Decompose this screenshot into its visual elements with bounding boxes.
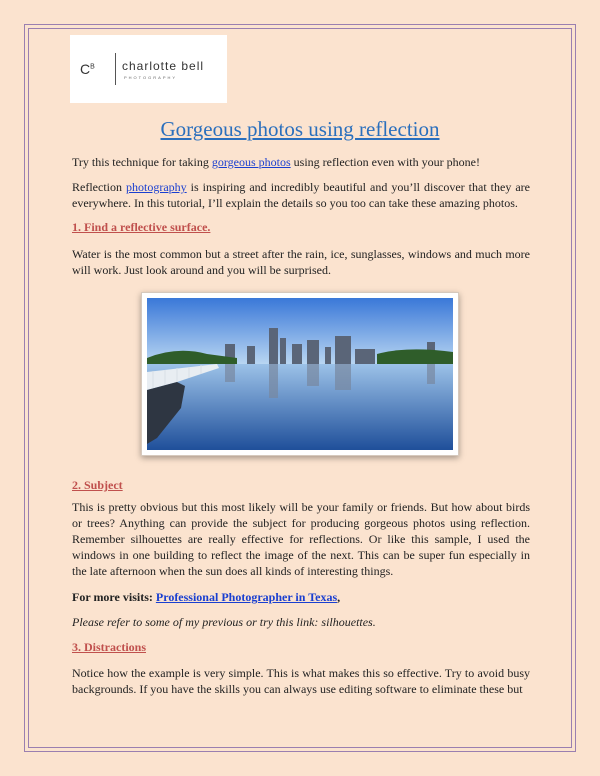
reflection-paragraph: Reflection photography is inspiring and incredibly beautiful and you’ll discover that they are everywhere. In this tutorial, I’ll explain the details so you too can take these amazing photos. — [72, 180, 531, 210]
intro-paragraph: Try this technique for taking gorgeous photos using reflection even with your phone! — [72, 155, 480, 169]
city-reflection-image — [147, 298, 453, 450]
more-visits-line: For more visits: Professional Photographer in Texas, — [72, 590, 341, 604]
logo — [70, 35, 227, 103]
logo-name: charlotte bell — [122, 59, 205, 73]
section-text-3: Notice how the example is very simple. This is what makes this so effective. Try to avoid busy backgrounds. If you have the skills you can always use editing software to eliminate these but — [72, 666, 530, 696]
gorgeous-photos-link[interactable]: gorgeous photos — [211, 155, 291, 169]
page-title: Gorgeous photos using reflection — [160, 117, 440, 141]
refer-note: Please refer to some of my previous or try this link: silhouettes. — [72, 615, 376, 629]
section-heading-2: 2. Subject — [72, 478, 123, 492]
section-text-2: This is pretty obvious but this most likely will be your family or friends. But how about birds or trees? Anything can provide the subject for producing gorgeous photos using reflection. Remember silhouettes are really effective for reflections. Or like this sample, I used the windows in one building to reflect the image of the next. This can be super fun especially in the late afternoon when the sun does all kinds of interesting things. — [72, 500, 530, 578]
section-text-1: Water is the most common but a street after the rain, ice, sunglasses, windows and much more will work. Just look around and you will be surprised. — [72, 247, 530, 277]
photography-link[interactable]: photography — [126, 180, 187, 194]
logo-mark: $C^B$ — [80, 61, 95, 77]
section-heading-3: 3. Distractions — [72, 640, 146, 654]
logo-divider — [115, 53, 116, 85]
logo-subtitle: PHOTOGRAPHY — [124, 75, 178, 80]
reflection-photo — [141, 292, 459, 456]
section-heading-1: 1. Find a reflective surface. — [72, 220, 211, 234]
professional-photographer-link[interactable]: Professional Photographer in Texas — [155, 590, 338, 604]
